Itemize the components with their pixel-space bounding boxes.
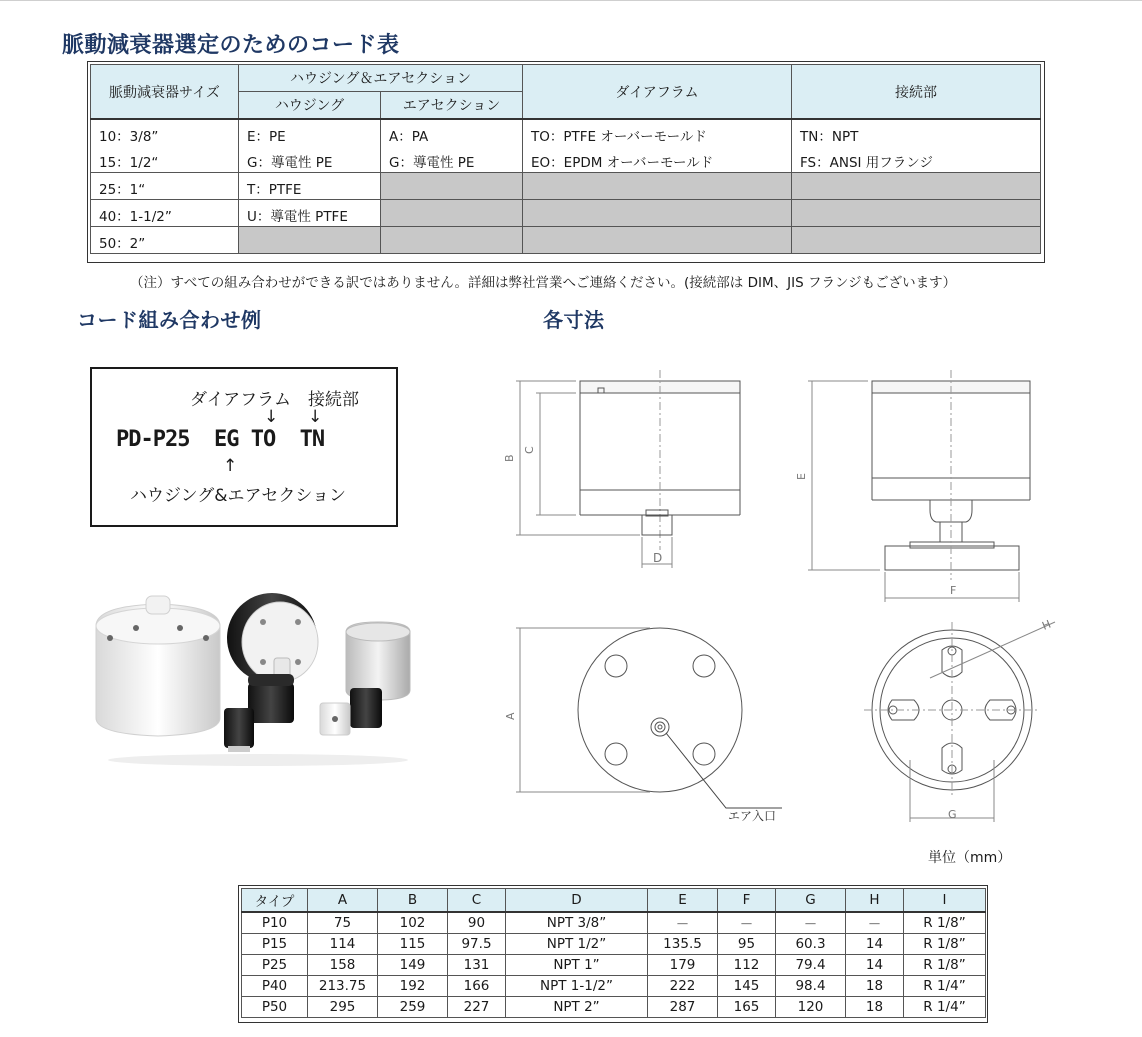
cell-size: 50：2” bbox=[91, 227, 239, 254]
table-row bbox=[242, 955, 986, 976]
header-diaphragm: ダイアフラム bbox=[523, 65, 792, 120]
dimension-drawings bbox=[500, 360, 1080, 840]
cell-value: 131 bbox=[448, 955, 506, 976]
table-note: （注）すべての組み合わせができる訳ではありません。詳細は弊社営業へご連絡ください。(接続部は DIM、JIS フランジもございます） bbox=[130, 275, 957, 291]
cell-value: 213.75 bbox=[308, 976, 378, 997]
cell-value: － bbox=[776, 912, 846, 934]
header-air-section: エアセクション bbox=[381, 92, 523, 120]
dim-label-e: E bbox=[795, 473, 808, 480]
header-connection: 接続部 bbox=[792, 65, 1041, 120]
cell-value: 79.4 bbox=[776, 955, 846, 976]
cell-empty bbox=[381, 173, 523, 200]
dimension-table-frame bbox=[238, 885, 988, 1023]
header-e: E bbox=[648, 889, 718, 913]
cell-value: 60.3 bbox=[776, 934, 846, 955]
cell-air: A：PA bbox=[381, 119, 523, 146]
cell-value: NPT 1/2” bbox=[506, 934, 648, 955]
cell-value: 165 bbox=[718, 997, 776, 1018]
cell-value: 14 bbox=[846, 934, 904, 955]
table-row bbox=[242, 934, 986, 955]
cell-value: 112 bbox=[718, 955, 776, 976]
dimensions-heading: 各寸法 bbox=[543, 308, 605, 332]
dim-label-c: C bbox=[523, 446, 536, 454]
dim-label-a: A bbox=[504, 712, 517, 720]
cell-empty bbox=[523, 227, 792, 254]
cell-empty bbox=[523, 200, 792, 227]
table-row bbox=[242, 976, 986, 997]
dim-label-g: G bbox=[948, 808, 957, 821]
cell-empty bbox=[523, 173, 792, 200]
header-f: F bbox=[718, 889, 776, 913]
code-example-box bbox=[90, 367, 398, 527]
cell-value: － bbox=[718, 912, 776, 934]
header-c: C bbox=[448, 889, 506, 913]
cell-type: P15 bbox=[242, 934, 308, 955]
cell-value: R 1/4” bbox=[904, 976, 986, 997]
table-row bbox=[242, 912, 986, 934]
cell-value: 222 bbox=[648, 976, 718, 997]
side-view-drawing bbox=[516, 370, 740, 568]
cell-value: 166 bbox=[448, 976, 506, 997]
cell-empty bbox=[792, 200, 1041, 227]
dim-label-f: F bbox=[950, 584, 957, 597]
cell-value: R 1/4” bbox=[904, 997, 986, 1018]
example-code: PD-P25 EG TO TN bbox=[116, 427, 325, 452]
cell-type: P10 bbox=[242, 912, 308, 934]
table-row bbox=[91, 200, 1041, 227]
cell-value: 135.5 bbox=[648, 934, 718, 955]
label-connection: 接続部 bbox=[308, 390, 359, 410]
cell-value: 192 bbox=[378, 976, 448, 997]
cell-value: NPT 1” bbox=[506, 955, 648, 976]
cell-value: 18 bbox=[846, 997, 904, 1018]
header-housing: ハウジング bbox=[239, 92, 381, 120]
cell-housing: T：PTFE bbox=[239, 173, 381, 200]
header-b: B bbox=[378, 889, 448, 913]
cell-empty bbox=[239, 227, 381, 254]
cell-value: 227 bbox=[448, 997, 506, 1018]
cell-size: 15：1/2“ bbox=[91, 146, 239, 173]
cell-value: 97.5 bbox=[448, 934, 506, 955]
table-row bbox=[91, 146, 1041, 173]
cell-size: 25：1“ bbox=[91, 173, 239, 200]
cell-value: R 1/8” bbox=[904, 955, 986, 976]
header-i: I bbox=[904, 889, 986, 913]
cell-type: P40 bbox=[242, 976, 308, 997]
cell-type: P25 bbox=[242, 955, 308, 976]
bottom-view-drawing bbox=[516, 628, 782, 808]
product-photo bbox=[88, 578, 423, 768]
cell-value: 95 bbox=[718, 934, 776, 955]
air-inlet-label: エア入口 bbox=[728, 809, 777, 823]
cell-size: 40：1-1/2” bbox=[91, 200, 239, 227]
cell-housing: G：導電性 PE bbox=[239, 146, 381, 173]
cell-value: 145 bbox=[718, 976, 776, 997]
cell-value: 18 bbox=[846, 976, 904, 997]
dimension-table bbox=[241, 888, 986, 1018]
cell-value: 179 bbox=[648, 955, 718, 976]
table-row bbox=[91, 227, 1041, 254]
code-table-frame bbox=[87, 61, 1045, 263]
cell-value: R 1/8” bbox=[904, 912, 986, 934]
cell-value: 115 bbox=[378, 934, 448, 955]
cell-diaphragm: TO：PTFE オーバーモールド bbox=[523, 119, 792, 146]
label-housing-air: ハウジング&エアセクション bbox=[130, 486, 346, 506]
cell-value: 102 bbox=[378, 912, 448, 934]
cell-value: － bbox=[846, 912, 904, 934]
cell-value: NPT 2” bbox=[506, 997, 648, 1018]
cell-housing: U：導電性 PTFE bbox=[239, 200, 381, 227]
unit-label: 単位（mm） bbox=[928, 850, 1012, 866]
cell-empty bbox=[792, 173, 1041, 200]
top-rule bbox=[0, 0, 1142, 1]
cell-value: 158 bbox=[308, 955, 378, 976]
cell-diaphragm: EO：EPDM オーバーモールド bbox=[523, 146, 792, 173]
cell-value: NPT 3/8” bbox=[506, 912, 648, 934]
header-d: D bbox=[506, 889, 648, 913]
header-g: G bbox=[776, 889, 846, 913]
dim-label-b: B bbox=[503, 454, 516, 462]
page-title: 脈動減衰器選定のためのコード表 bbox=[62, 33, 400, 58]
label-diaphragm: ダイアフラム bbox=[190, 390, 291, 410]
cell-type: P50 bbox=[242, 997, 308, 1018]
header-size: 脈動減衰器サイズ bbox=[91, 65, 239, 120]
dim-label-d: D bbox=[653, 551, 663, 565]
cell-value: 295 bbox=[308, 997, 378, 1018]
cell-empty bbox=[792, 227, 1041, 254]
cell-empty bbox=[381, 200, 523, 227]
example-heading: コード組み合わせ例 bbox=[77, 308, 262, 332]
header-housing-air: ハウジング＆エアセクション bbox=[239, 65, 523, 92]
table-row bbox=[91, 119, 1041, 146]
dim-header-row bbox=[242, 889, 986, 913]
arrow-down-icon: ↓ bbox=[264, 407, 279, 427]
cell-value: － bbox=[648, 912, 718, 934]
cell-empty bbox=[381, 227, 523, 254]
header-a: A bbox=[308, 889, 378, 913]
header-h: H bbox=[846, 889, 904, 913]
cell-value: NPT 1-1/2” bbox=[506, 976, 648, 997]
cell-value: 75 bbox=[308, 912, 378, 934]
cell-value: 259 bbox=[378, 997, 448, 1018]
cell-value: 149 bbox=[378, 955, 448, 976]
cell-size: 10：3/8” bbox=[91, 119, 239, 146]
cell-connection: TN：NPT bbox=[792, 119, 1041, 146]
cell-housing: E：PE bbox=[239, 119, 381, 146]
code-table bbox=[90, 64, 1041, 254]
flange-side-view-drawing bbox=[808, 370, 1030, 602]
cell-air: G：導電性 PE bbox=[381, 146, 523, 173]
cell-connection: FS：ANSI 用フランジ bbox=[792, 146, 1041, 173]
cell-value: 90 bbox=[448, 912, 506, 934]
cell-value: 114 bbox=[308, 934, 378, 955]
cell-value: 14 bbox=[846, 955, 904, 976]
table-row bbox=[91, 173, 1041, 200]
flange-bottom-view-drawing bbox=[864, 622, 1055, 822]
arrow-down-icon: ↓ bbox=[308, 407, 323, 427]
arrow-up-icon: ↑ bbox=[223, 456, 238, 476]
table-row bbox=[242, 997, 986, 1018]
cell-value: 98.4 bbox=[776, 976, 846, 997]
dim-label-h: H bbox=[1040, 617, 1053, 633]
cell-value: R 1/8” bbox=[904, 934, 986, 955]
cell-value: 120 bbox=[776, 997, 846, 1018]
header-type: タイプ bbox=[242, 889, 308, 913]
cell-value: 287 bbox=[648, 997, 718, 1018]
